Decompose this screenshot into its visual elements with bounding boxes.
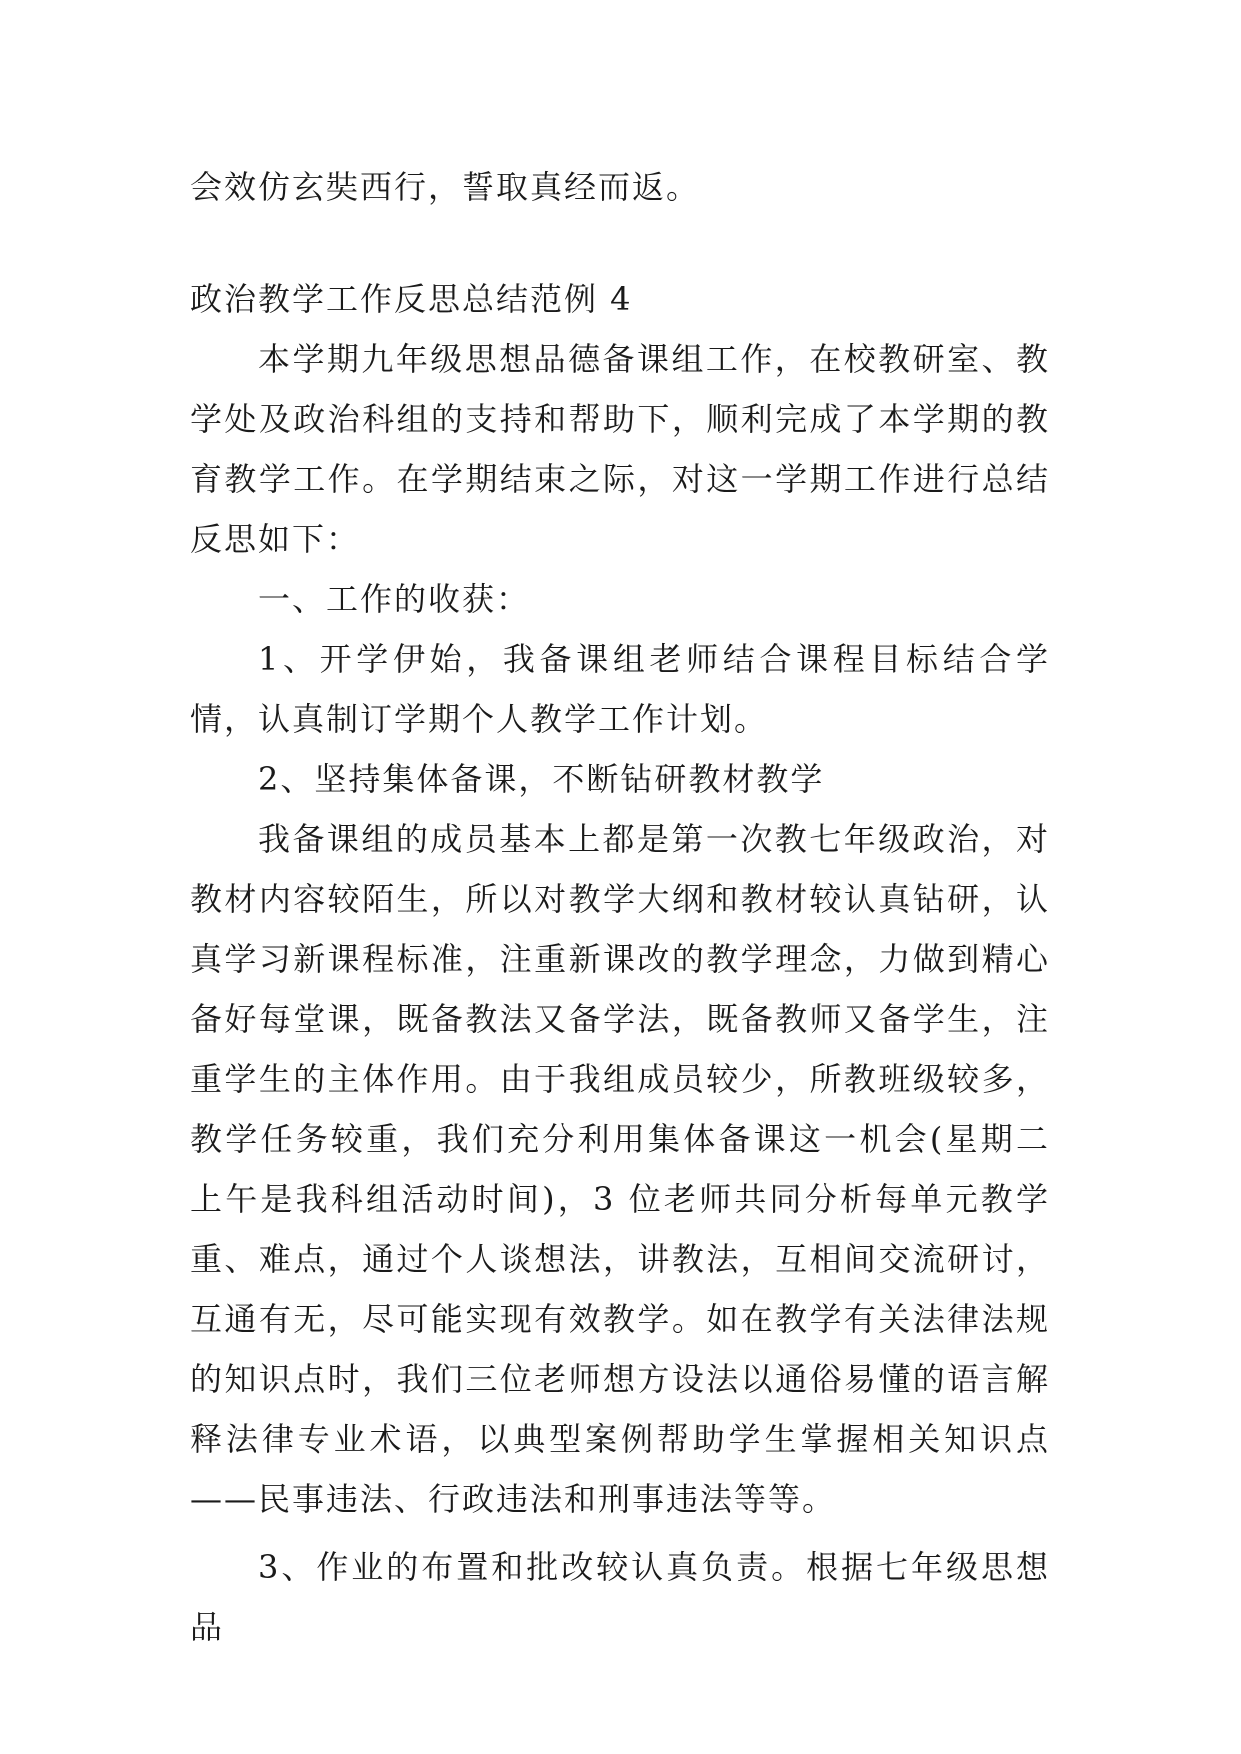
- paragraph-item-3: 3、作业的布置和批改较认真负责。根据七年级思想品: [190, 1548, 1050, 1646]
- document-body: [190, 157, 1050, 1657]
- paragraph-intro: 本学期九年级思想品德备课组工作，在校教研室、教学处及政治科组的支持和帮助下，顺利完成了本学期的教育教学工作。在学期结束之际，对这一学期工作进行总结反思如下：: [190, 340, 1050, 558]
- paragraph-spacer: [190, 217, 1050, 269]
- paragraph-item-2-body: 我备课组的成员基本上都是第一次教七年级政治，对教材内容较陌生，所以对教学大纲和教材较认真钻研，认真学习新课程标准，注重新课改的教学理念，力做到精心备好每堂课，既备教法又备学法，既备教师又备学生，注重学生的主体作用。由于我组成员较少，所教班级较多，教学任务较重，我们充分利用集体备课这一机会(星期二上午是我科组活动时间)，3 位老师共同分析每单元教学重、难点，通过个人谈想法，讲教法，互相间交流研讨，互通有无，尽可能实现有效教学。如在教学有关法律法规的知识点时，我们三位老师想方设法以通俗易懂的语言解释法律专业术语，以典型案例帮助学生掌握相关知识点——民事违法、行政违法和刑事违法等等。: [190, 820, 1050, 1518]
- paragraph-section-title: 一、工作的收获：: [258, 580, 531, 618]
- paragraph-item-2: 2、坚持集体备课，不断钻研教材教学: [258, 760, 825, 798]
- paragraph-item-1: 1、开学伊始，我备课组老师结合课程目标结合学情，认真制订学期个人教学工作计划。: [190, 640, 1050, 738]
- section-heading: 政治教学工作反思总结范例 4: [190, 280, 633, 318]
- lead-line: 会效仿玄奘西行，誓取真经而返。: [190, 168, 701, 206]
